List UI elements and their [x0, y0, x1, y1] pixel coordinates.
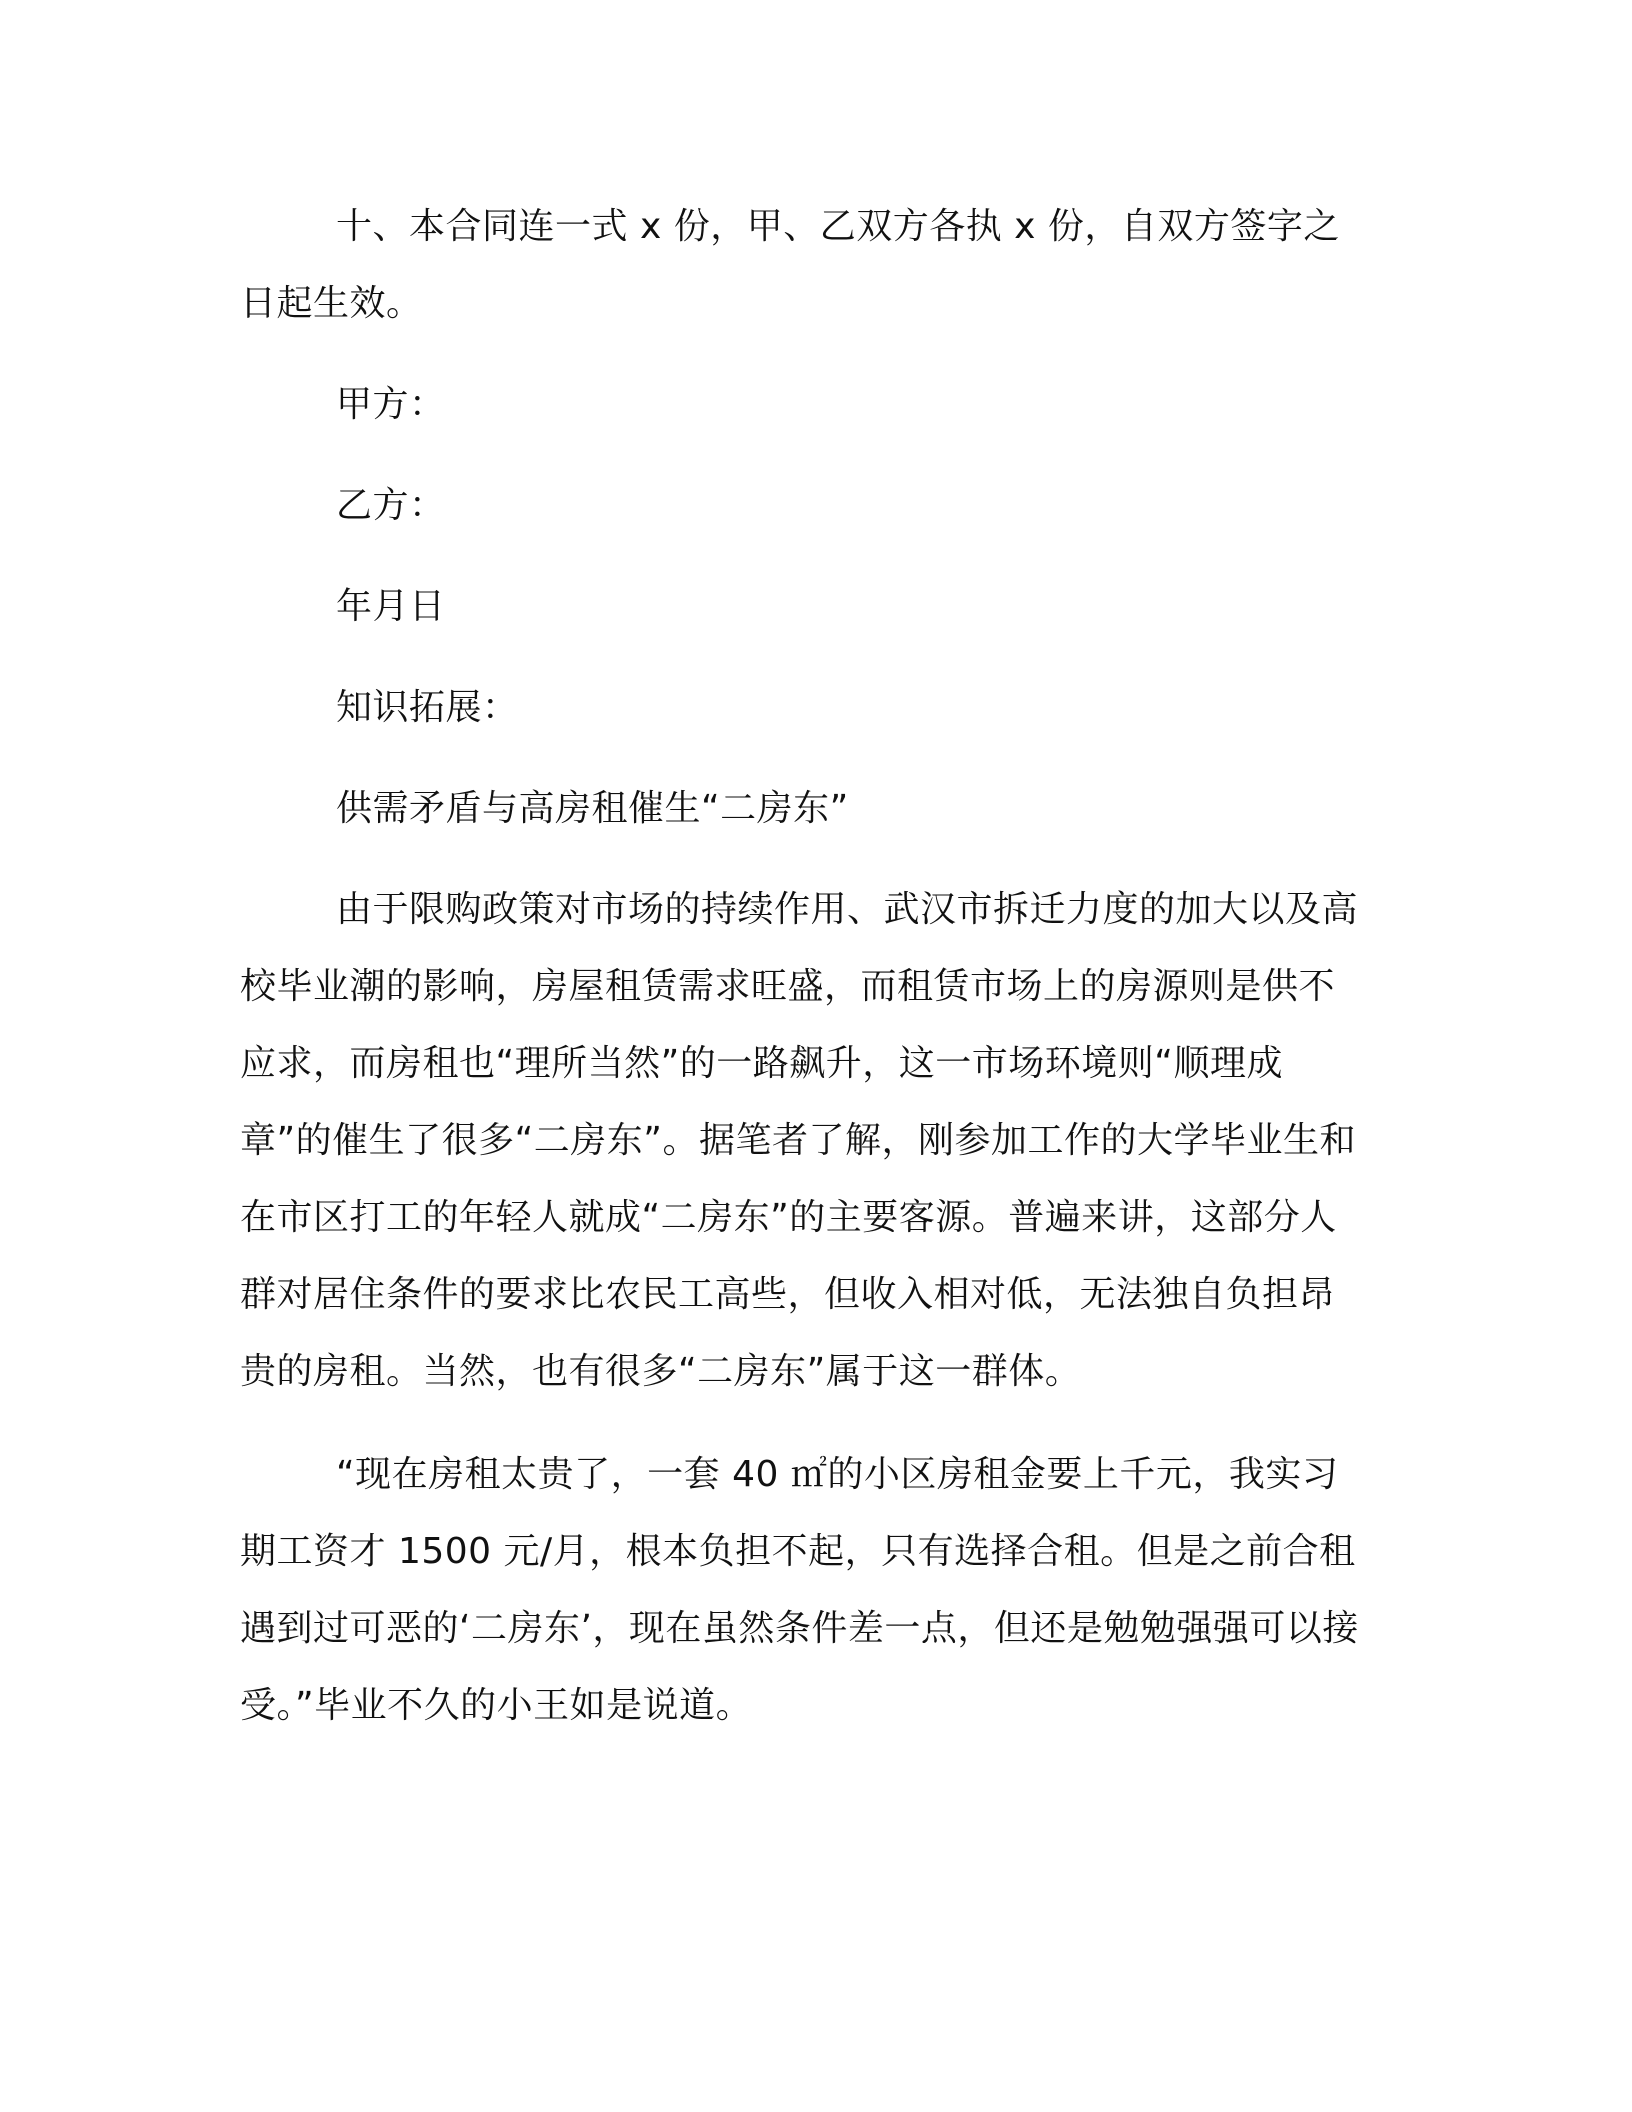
party-a-signature-line: 甲方： — [336, 384, 446, 425]
contract-clause-10: 十、本合同连一式 x 份，甲、乙双方各执 x 份，自双方签字之日起生效。 — [240, 206, 1340, 324]
quote-paragraph: “现在房租太贵了，一套 40 ㎡的小区房租金要上千元，我实习期工资才 1500 元/月，根本负担不起，只有选择合租。但是之前合租遇到过可恶的‘二房东’，现在虽然条件差一点，但还是勉勉强强可以接受。”毕业不久的小王如是说道。 — [240, 1454, 1359, 1726]
document-body — [240, 188, 1370, 1744]
date-line: 年月日 — [336, 586, 446, 627]
section-title: 供需矛盾与高房租催生“二房东” — [336, 788, 849, 829]
party-b-signature-line: 乙方： — [336, 485, 446, 526]
body-paragraph: 由于限购政策对市场的持续作用、武汉市拆迁力度的加大以及高校毕业潮的影响，房屋租赁需求旺盛，而租赁市场上的房源则是供不应求，而房租也“理所当然”的一路飙升，这一市场环境则“顺理成章”的催生了很多“二房东”。据笔者了解，刚参加工作的大学毕业生和在市区打工的年轻人就成“二房东”的主要客源。普遍来讲，这部分人群对居住条件的要求比农民工高些，但收入相对低，无法独自负担昂贵的房租。当然，也有很多“二房东”属于这一群体。 — [240, 889, 1359, 1392]
knowledge-extension-heading: 知识拓展： — [336, 687, 519, 728]
